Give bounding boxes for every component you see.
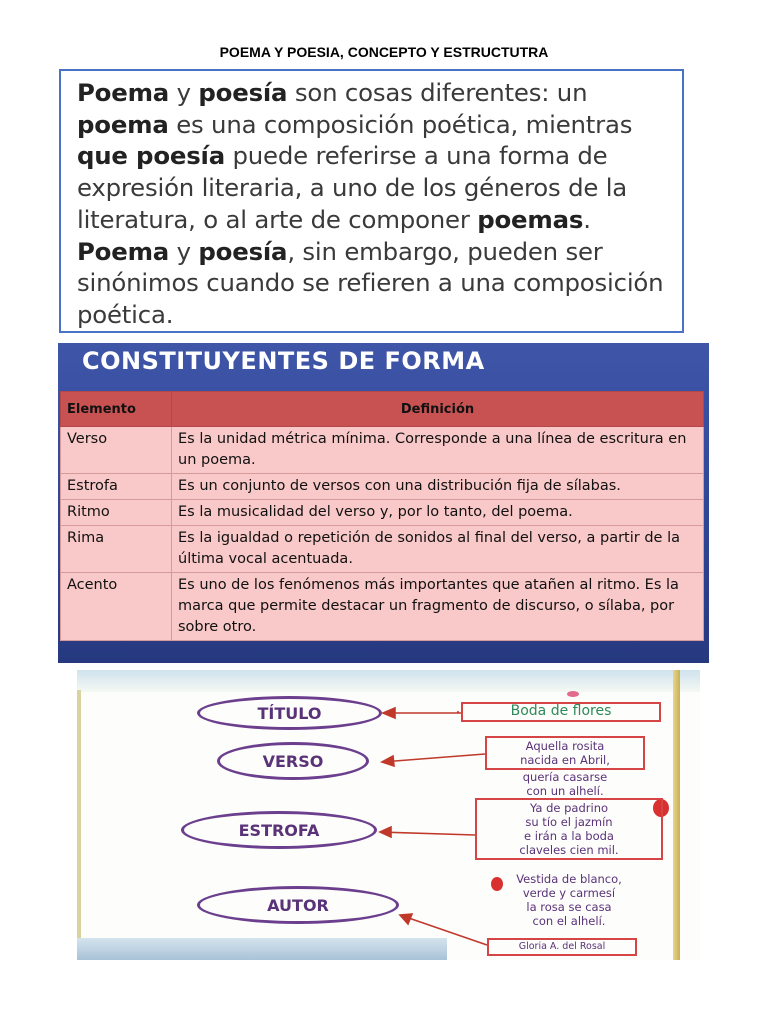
arrow-line-verso xyxy=(382,754,485,762)
table-row xyxy=(61,526,704,573)
definition-segment: poesía xyxy=(198,236,288,266)
oval-verso: VERSO xyxy=(217,742,369,780)
constituyentes-forma-panel xyxy=(58,343,709,663)
estrofa-box: Ya de padrino su tío el jazmín e irán a la boda claveles cien mil. xyxy=(475,798,663,860)
table-row xyxy=(61,474,704,500)
definition-segment: y xyxy=(169,78,199,107)
cell-definicion: Es la unidad métrica mínima. Corresponde a una línea de escritura en un poema. xyxy=(172,427,704,474)
poem-structure-diagram xyxy=(77,670,700,960)
oval-titulo: TÍTULO xyxy=(197,696,382,730)
table-row xyxy=(61,500,704,526)
pink-petal-icon xyxy=(567,691,579,697)
verso-rest-text: quería casarse con un alhelí. xyxy=(522,770,608,798)
oval-estrofa: ESTROFA xyxy=(181,811,377,849)
author-box: Gloria A. del Rosal xyxy=(487,938,637,956)
forma-title: CONSTITUYENTES DE FORMA xyxy=(82,347,485,375)
arrowhead-estrofa xyxy=(380,827,391,837)
estrofa-rest-text: Vestida de blanco, verde y carmesí la rosa se casa con el alhelí. xyxy=(516,872,622,928)
definition-segment: Poema xyxy=(77,78,170,107)
header-elemento: Elemento xyxy=(61,392,172,427)
cell-definicion: Es la musicalidad del verso y, por lo tanto, del poema. xyxy=(172,500,704,526)
cell-elemento: Rima xyxy=(61,526,172,573)
definition-segment: poema xyxy=(77,109,169,139)
cell-elemento: Ritmo xyxy=(61,500,172,526)
definition-box xyxy=(59,69,684,333)
cell-elemento: Acento xyxy=(61,573,172,641)
table-row xyxy=(61,573,704,641)
definition-segment: puede referirse a una forma de expresión literaria, a uno de los géneros de la literatura, o al arte de componer xyxy=(77,141,628,234)
arrowhead-autor xyxy=(400,914,412,924)
arrow-line-estrofa xyxy=(380,832,475,835)
definition-segment: es una composición poética, mientras xyxy=(168,109,633,139)
header-definicion: Definición xyxy=(172,392,704,427)
arrowhead-titulo xyxy=(383,708,395,718)
definition-segment: Poema xyxy=(77,236,170,266)
table-row xyxy=(61,427,704,474)
definition-segment: poemas xyxy=(477,204,584,234)
cell-elemento: Verso xyxy=(61,427,172,474)
forma-table xyxy=(60,391,704,641)
cell-definicion: Es la igualdad o repetición de sonidos al final del verso, a partir de la última vocal acentuada. xyxy=(172,526,704,573)
definition-text xyxy=(77,77,672,331)
definition-segment: poesía xyxy=(198,78,288,107)
verso-box: Aquella rosita nacida en Abril, xyxy=(485,736,645,770)
definition-segment: y xyxy=(169,236,199,266)
cell-definicion: Es uno de los fenómenos más importantes que atañen al ritmo. Es la marca que permite destacar un fragmento de discurso, o sílaba, por sobre otro. xyxy=(172,573,704,641)
forma-table-header xyxy=(61,392,704,427)
arrowhead-verso xyxy=(382,756,394,766)
cell-definicion: Es un conjunto de versos con una distribución fija de sílabas. xyxy=(172,474,704,500)
cell-elemento: Estrofa xyxy=(61,474,172,500)
definition-segment: son cosas diferentes: un xyxy=(287,78,588,107)
definition-segment: , sin embargo, pueden ser sinónimos cuando se refieren a una composición poética. xyxy=(77,236,664,329)
definition-segment: que poesía xyxy=(77,141,225,171)
definition-segment: . xyxy=(583,204,591,234)
oval-autor: AUTOR xyxy=(197,886,399,924)
page-title: POEMA Y POESIA, CONCEPTO Y ESTRUCTUTRA xyxy=(219,44,549,60)
poem-title-box: Boda de flores xyxy=(461,702,661,722)
